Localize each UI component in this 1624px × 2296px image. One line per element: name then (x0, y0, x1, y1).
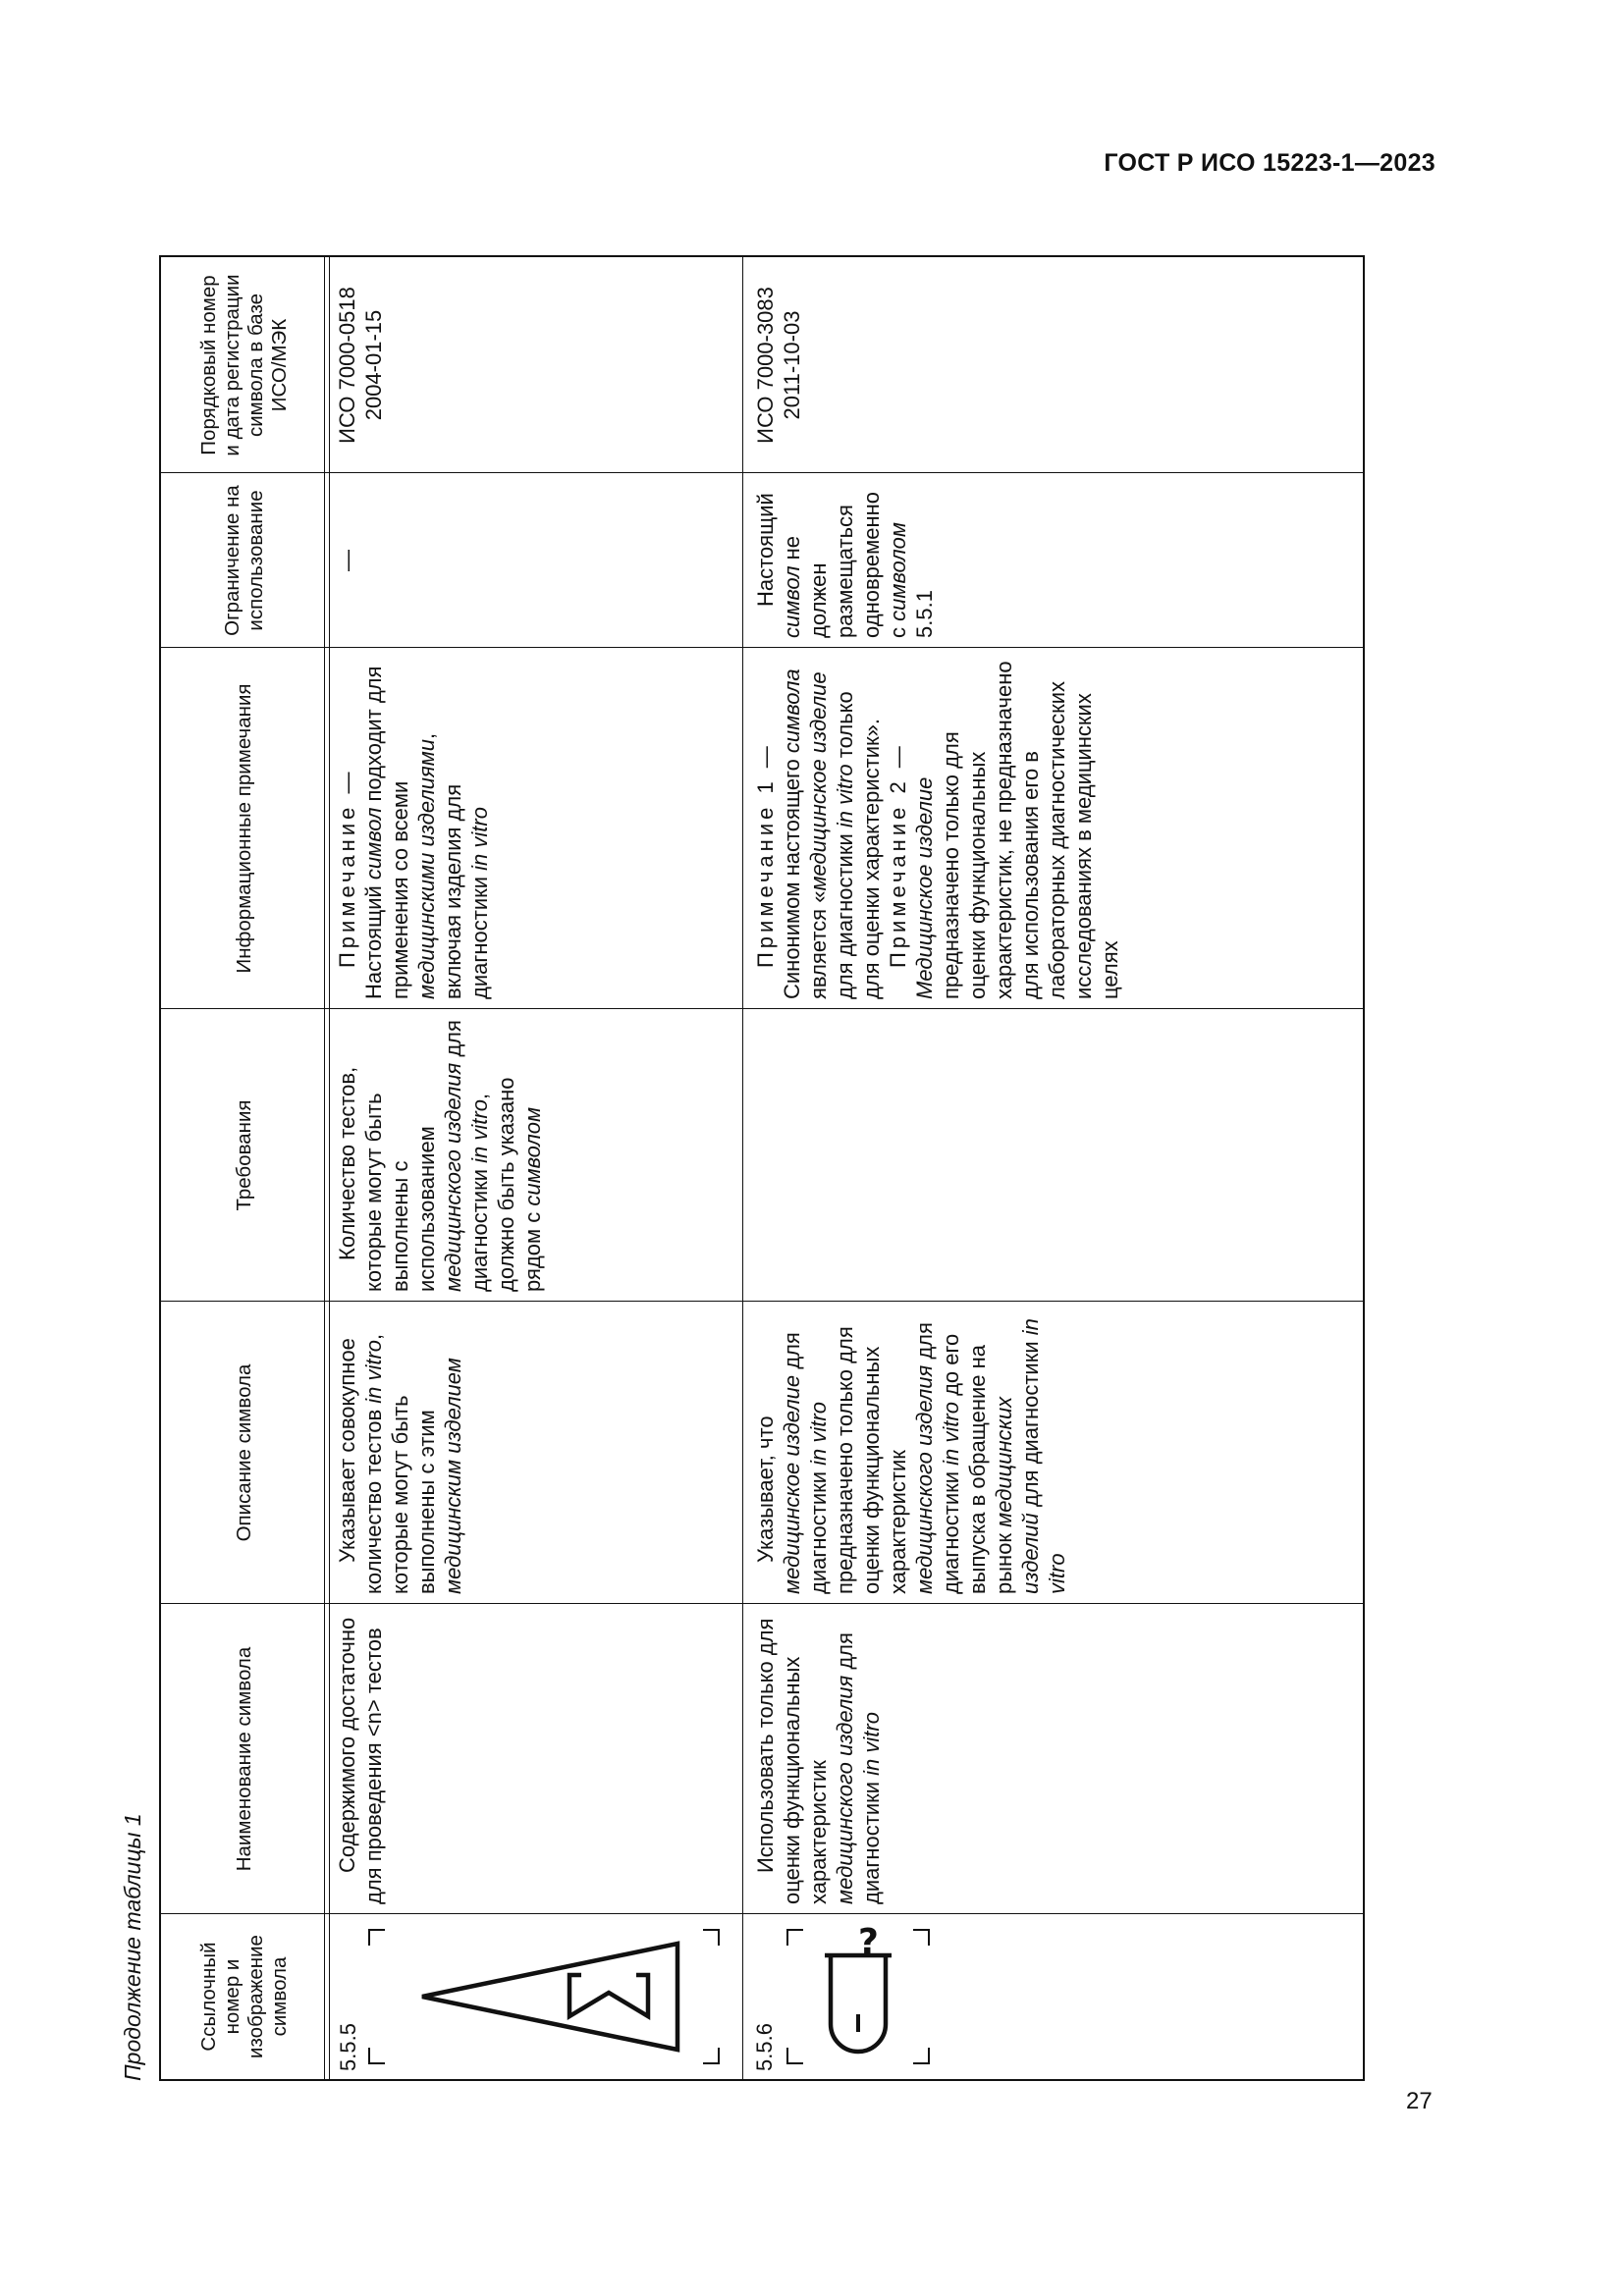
symbol-name: Содержимого достаточно для проведения <n> тестов (335, 1617, 386, 1904)
symbol-notes: Примечание 1 — Синонимом настоящего символа является «медицинское изделие для диагностики in vitro только для оценки характеристик». Примечание 2 — Медицинское изделие предназначено только для оценки функциональных характеристик, не предназначено для использования его в лабораторных диагностических исследованиях в медицинских целях (753, 661, 1122, 999)
symbol-requirements: Количество тестов, которые могут быть выполнены с использованием медицинского изделия для диагностики in vitro, должно быть указано рядом с символом (335, 1020, 545, 1292)
symbols-table (159, 255, 1365, 2081)
symbol-registration: ИСО 7000-0518 2004-01-15 (335, 287, 386, 444)
table-caption: Продолжение таблицы 1 (120, 1813, 145, 2081)
column-header-requirements: Требования (233, 1099, 255, 1211)
column-header-registration: Порядковый номер и дата регистрации символа в базе ИСО/МЭК (197, 274, 291, 456)
document-header: ГОСТ Р ИСО 15223-1—2023 (1104, 149, 1435, 177)
column-header-description: Описание символа (233, 1363, 255, 1542)
symbol-name: Использовать только для оценки функциональных характеристик медицинского изделия для диагностики in vitro (753, 1618, 884, 1904)
column-header-name: Наименование символа (233, 1646, 255, 1872)
svg-text:?: ? (858, 1922, 879, 1962)
symbol-description: Указывает, что медицинское изделие для диагностики in vitro предназначено только для оценки функциональных характеристик медицинского изделия для диагностики in vitro до его выпуска в обращение на рынок медицинских изделий для диагностики in vitro (753, 1318, 1069, 1594)
symbol-notes: Примечание — Настоящий символ подходит для применения со всеми медицинскими изделиями, включая изделия для диагностики in vitro (335, 666, 492, 999)
reference-number: 5.5.6 (752, 2023, 777, 2071)
column-header-ref: Ссылочный номер и изображение символа (197, 1935, 291, 2058)
symbol-description: Указывает совокупное количество тестов in vitro, которые могут быть выполнены с этим медицинским изделием (335, 1333, 465, 1594)
page-number: 27 (1406, 2088, 1433, 2114)
symbol-registration: ИСО 7000-3083 2011-10-03 (753, 287, 804, 444)
symbol-requirements (744, 1009, 1365, 1302)
reference-number: 5.5.5 (336, 2023, 360, 2071)
symbol-restriction: Настоящий символ не должен размещаться одновременно с символом 5.5.1 (753, 491, 937, 638)
column-header-notes: Информационные примечания (233, 683, 255, 974)
sigma-triangle-icon (361, 1922, 727, 2071)
rotated-table-block (108, 255, 1316, 2081)
column-header-restriction: Ограничение на использование (221, 485, 267, 636)
test-tube-question-icon (780, 1922, 937, 2071)
symbol-restriction: — (335, 550, 359, 571)
